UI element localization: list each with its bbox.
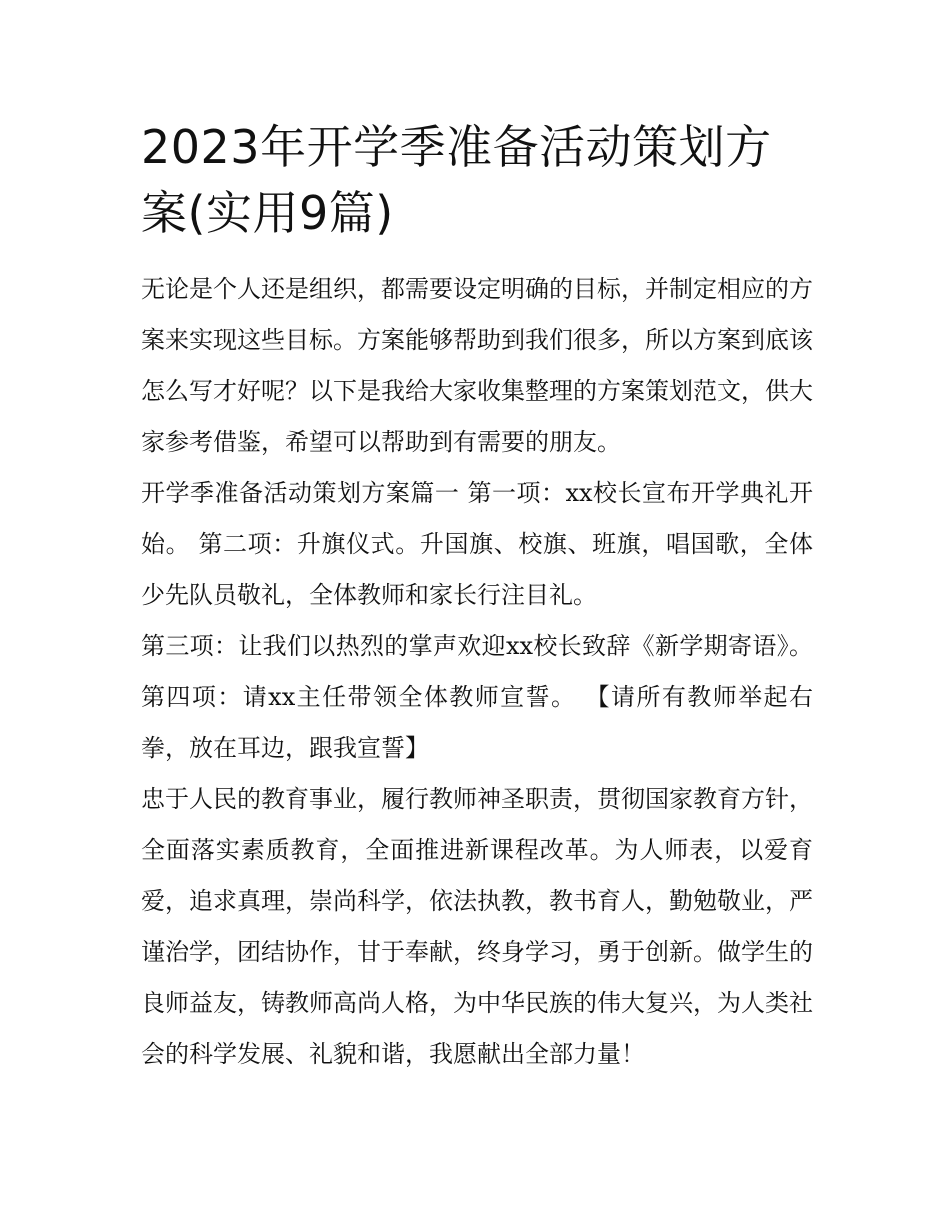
paragraph-part-three: 第三项：让我们以热烈的掌声欢迎xx校长致辞《新学期寄语》。 第四项：请xx主任带领全体教师宣誓。 【请所有教师举起右拳，放在耳边，跟我宣誓】 bbox=[141, 632, 813, 762]
paragraph-part-one: 开学季准备活动策划方案篇一 第一项：xx校长宣布开学典礼开始。 第二项：升旗仪式。升国旗、校旗、班旗，唱国歌，全体少先队员敬礼，全体教师和家长行注目礼。 bbox=[141, 479, 813, 609]
paragraph-oath: 忠于人民的教育事业，履行教师神圣职责，贯彻国家教育方针，全面落实素质教育，全面推进新课程改革。为人师表，以爱育爱，追求真理，崇尚科学，依法执教，教书育人，勤勉敬业，严谨治学，团结协作，甘于奉献，终身学习，勇于创新。做学生的良师益友，铸教师高尚人格，为中华民族的伟大复兴，为人类社会的科学发展、礼貌和谐，我愿献出全部力量！ bbox=[141, 785, 813, 1068]
paragraph-intro: 无论是个人还是组织，都需要设定明确的目标，并制定相应的方案来实现这些目标。方案能够帮助到我们很多，所以方案到底该怎么写才好呢？以下是我给大家收集整理的方案策划范文，供大家参考借鉴，希望可以帮助到有需要的朋友。 bbox=[141, 275, 813, 456]
document-page bbox=[141, 114, 813, 1080]
document-title: 2023年开学季准备活动策划方案(实用9篇) bbox=[141, 120, 772, 240]
